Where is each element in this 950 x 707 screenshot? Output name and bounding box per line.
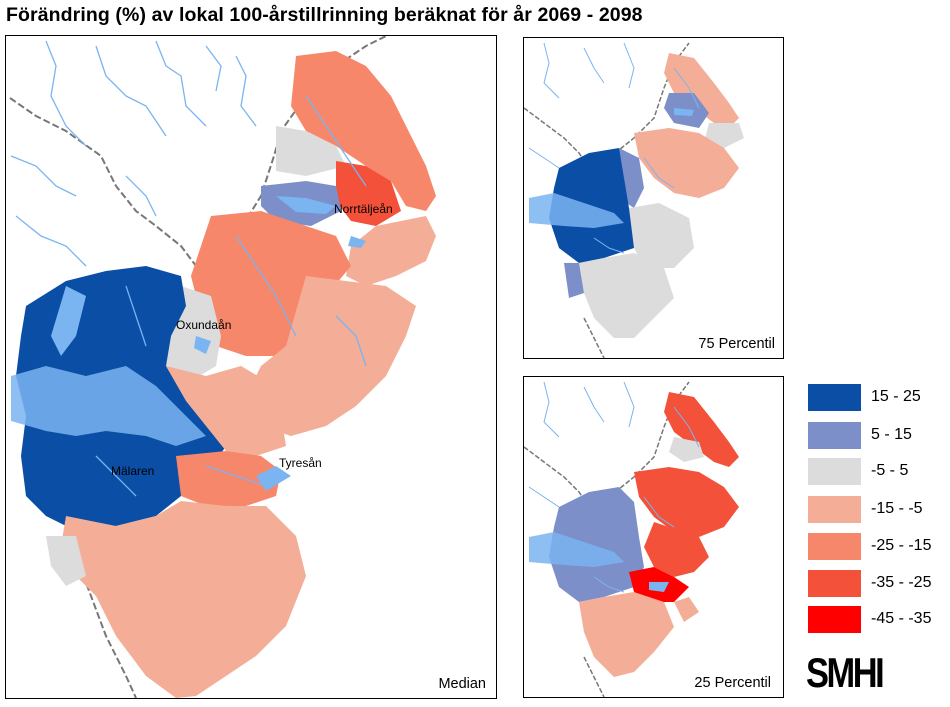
legend-label: -25 - -15 xyxy=(871,537,932,554)
legend-item xyxy=(808,496,948,524)
legend-label: -45 - -35 xyxy=(871,610,932,627)
median-caption: Median xyxy=(438,676,486,692)
label-oxundaan: Oxundaån xyxy=(176,318,232,332)
legend-swatch xyxy=(808,533,861,560)
percentile-25-caption: 25 Percentil xyxy=(694,675,771,691)
legend-label: 5 - 15 xyxy=(871,426,912,443)
label-tyresan: Tyresån xyxy=(279,456,322,470)
percentile-75-caption: 75 Percentil xyxy=(698,336,775,352)
legend-item xyxy=(808,606,948,634)
smhi-logo: SMHI xyxy=(806,649,883,696)
label-norrtaljean: Norrtäljeån xyxy=(334,202,393,216)
legend-item xyxy=(808,384,948,412)
legend-swatch xyxy=(808,422,861,449)
region-east-light xyxy=(346,216,436,286)
legend-label: -35 - -25 xyxy=(871,574,932,591)
legend-item xyxy=(808,533,948,561)
legend-item xyxy=(808,458,948,486)
median-map xyxy=(5,35,497,699)
legend-item xyxy=(808,570,948,598)
legend-item xyxy=(808,422,948,450)
map-title: Förändring (%) av lokal 100-årstillrinning beräknat för år 2069 - 2098 xyxy=(6,4,643,26)
legend-swatch xyxy=(808,606,861,633)
legend-label: -5 - 5 xyxy=(871,462,909,479)
percentile-25-map xyxy=(523,376,784,698)
legend-label: -15 - -5 xyxy=(871,500,923,517)
legend-swatch xyxy=(808,458,861,485)
label-malaren: Mälaren xyxy=(111,464,155,478)
legend-swatch xyxy=(808,570,861,597)
legend-swatch xyxy=(808,384,861,411)
legend-swatch xyxy=(808,496,861,523)
legend-label: 15 - 25 xyxy=(871,388,921,405)
percentile-75-map xyxy=(523,37,784,359)
region-south-light xyxy=(61,501,306,698)
